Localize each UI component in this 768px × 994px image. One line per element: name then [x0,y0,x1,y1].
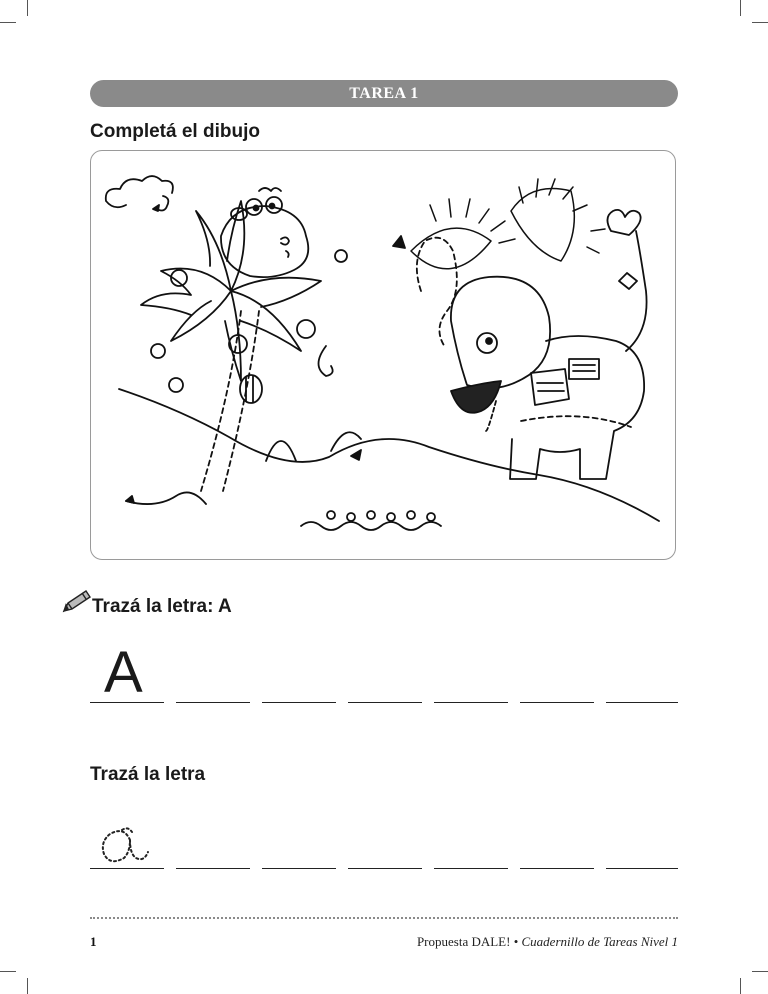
crop-mark [740,978,741,994]
trace-line[interactable] [520,868,594,869]
footer-separator: • [513,934,519,949]
drawing-frame [90,150,676,560]
section-heading-trace-cursive: Trazá la letra [90,764,206,785]
palm-leaves [141,201,321,381]
footer-divider [90,917,678,919]
crop-mark [0,971,16,972]
footer-credit [417,934,678,950]
crop-mark [0,22,16,23]
sun-rays [411,179,605,269]
trace-line[interactable] [176,868,250,869]
crop-mark [752,22,768,23]
task-banner [90,80,678,107]
cloud-drawing [106,176,173,211]
wave-dots [301,522,441,530]
section-heading-trace-letter-a: Trazá la letra: A [92,596,232,617]
trace-line[interactable] [262,868,336,869]
trace-line[interactable] [606,702,678,703]
elephant-head [451,277,550,389]
crop-mark [27,0,28,16]
trace-line[interactable] [434,868,508,869]
crop-mark [752,971,768,972]
section-heading-complete-drawing: Completá el dibujo [90,121,260,142]
trace-line[interactable] [90,702,164,703]
pencil-icon [60,589,92,615]
trace-line[interactable] [176,702,250,703]
crop-mark [27,978,28,994]
publisher-name: Propuesta DALE! [416,934,511,949]
elephant-body [417,238,457,347]
monkey-head [221,206,308,277]
workbook-title: Cuadernillo de Tareas Nivel 1 [521,934,678,949]
trace-line[interactable] [606,868,678,869]
trace-line[interactable] [90,868,164,869]
model-letter-a: A [104,640,143,705]
trace-line[interactable] [348,868,422,869]
ground-line [119,389,659,521]
coloring-illustration [91,151,677,561]
palm-trunk [201,311,259,491]
dotted-cursive-a [96,824,158,868]
trace-line[interactable] [520,702,594,703]
crop-mark [740,0,741,16]
trace-line[interactable] [262,702,336,703]
trace-line[interactable] [348,702,422,703]
trace-line[interactable] [434,702,508,703]
page-number: 1 [90,934,97,949]
task-title: TAREA 1 [349,85,419,102]
